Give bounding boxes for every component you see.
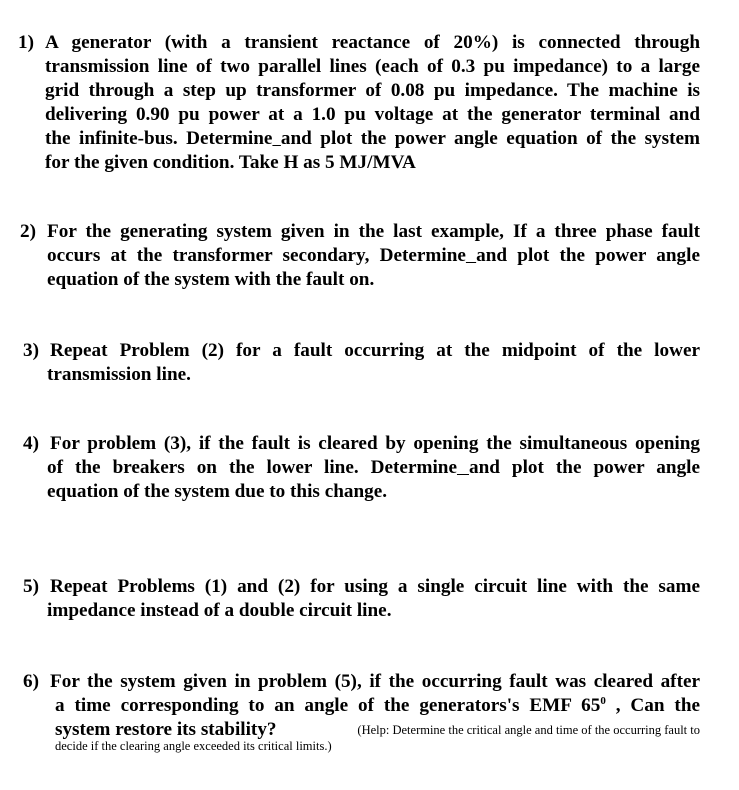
problem-text-line: transmission line of two parallel lines (each of 0.3 pu impedance) to a large bbox=[45, 56, 700, 77]
problem-text-line bbox=[45, 127, 700, 151]
problem-text-line: Repeat Problem (2) for a fault occurring at the midpoint of the lower bbox=[50, 340, 700, 361]
problem-text-line: A generator (with a transient reactance of 20%) is connected through bbox=[45, 32, 700, 53]
problem-text-line: transmission line. bbox=[47, 364, 191, 385]
problem-text-segment: a time corresponding to an angle of the generators's EMF 65 bbox=[55, 695, 601, 716]
problem-text-line: For problem (3), if the fault is cleared by opening the simultaneous opening bbox=[50, 433, 700, 454]
problem-text-line: impedance instead of a double circuit line. bbox=[47, 600, 392, 621]
problem-number: 6) bbox=[23, 671, 39, 692]
help-note: (Help: Determine the critical angle and time of the occurring fault to bbox=[357, 723, 700, 737]
problem-text-segment: system restore its stability? bbox=[55, 719, 277, 740]
underscore-mark bbox=[457, 457, 469, 478]
problem-number: 4) bbox=[23, 433, 39, 454]
problem-text-line: For the system given in problem (5), if the occurring fault was cleared after bbox=[50, 671, 700, 692]
problem-text-segment: and plot the power angle bbox=[468, 457, 701, 478]
problem-text-segment: and plot the power angle equation of the system bbox=[280, 128, 700, 149]
degree-superscript: 0 bbox=[600, 695, 606, 707]
help-note: decide if the clearing angle exceeded its critical limits.) bbox=[55, 739, 332, 753]
problem-text-segment: and plot the power angle bbox=[476, 245, 700, 266]
problem-text-line bbox=[55, 694, 700, 718]
problem-text-segment: the infinite-bus. Determine bbox=[45, 128, 273, 149]
problem-text-line bbox=[47, 244, 700, 268]
problem-number: 1) bbox=[18, 32, 34, 53]
problem-number: 5) bbox=[23, 576, 39, 597]
problem-text-segment: , Can the bbox=[605, 695, 701, 716]
problem-text-line: equation of the system with the fault on. bbox=[47, 269, 375, 290]
problem-text-line: for the given condition. Take H as 5 MJ/MVA bbox=[45, 152, 416, 173]
underscore-mark bbox=[272, 128, 280, 149]
problem-text-line: equation of the system due to this change. bbox=[47, 481, 388, 502]
problem-number: 3) bbox=[23, 340, 39, 361]
problem-text-line: For the generating system given in the last example, If a three phase fault bbox=[47, 221, 700, 242]
problem-text-segment: of the breakers on the lower line. Determine bbox=[47, 457, 457, 478]
problem-text-line: grid through a step up transformer of 0.08 pu impedance. The machine is bbox=[45, 80, 700, 101]
problem-text-line: Repeat Problems (1) and (2) for using a single circuit line with the same bbox=[50, 576, 700, 597]
problem-number: 2) bbox=[20, 221, 36, 242]
problem-text-segment: occurs at the transformer secondary, Determine bbox=[47, 245, 466, 266]
underscore-mark bbox=[466, 245, 476, 266]
problem-text-line bbox=[47, 456, 700, 480]
problem-text-line: delivering 0.90 pu power at a 1.0 pu voltage at the generator terminal and bbox=[45, 104, 700, 125]
